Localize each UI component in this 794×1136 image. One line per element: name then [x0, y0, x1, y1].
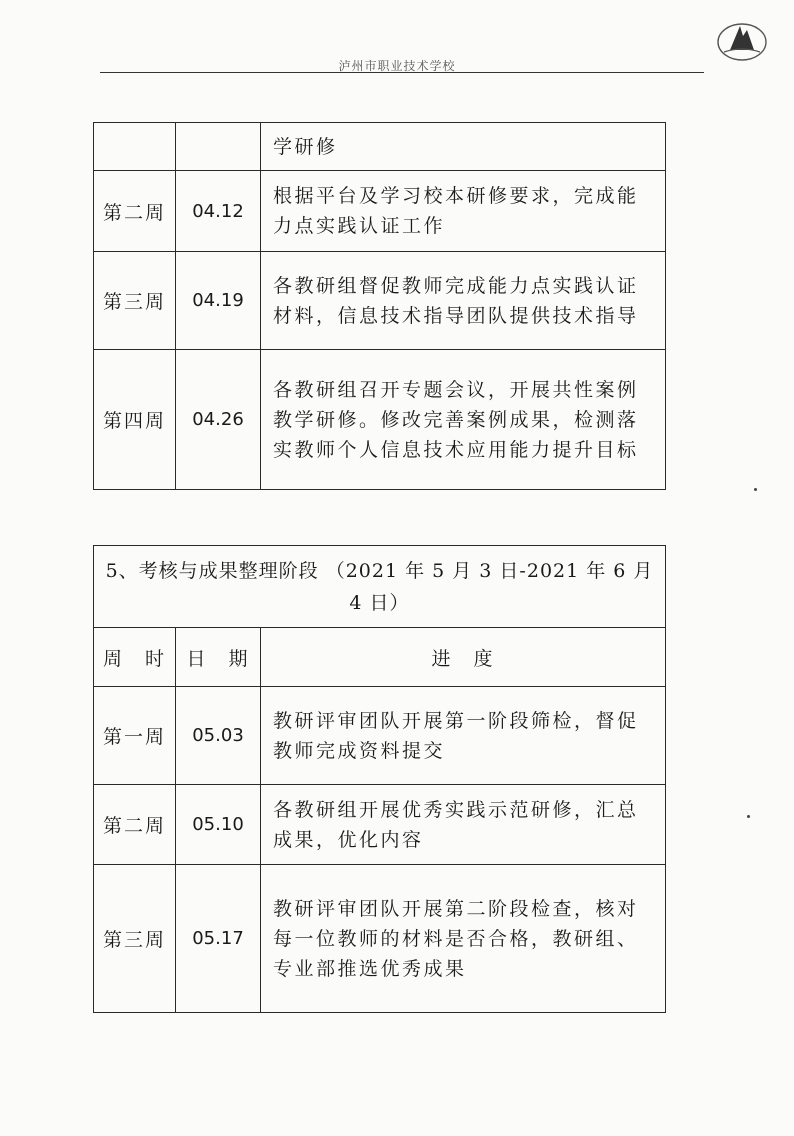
date-cell: 04.19 — [176, 252, 261, 350]
date-cell: 04.26 — [176, 350, 261, 490]
progress-cell: 各教研组召开专题会议，开展共性案例教学研修。修改完善案例成果，检测落实教师个人信息技术应用能力提升目标 — [261, 350, 666, 490]
date-cell: 05.03 — [176, 687, 261, 785]
table-row — [94, 123, 666, 171]
progress-cell: 各教研组开展优秀实践示范研修，汇总成果，优化内容 — [261, 785, 666, 865]
progress-cell: 教研评审团队开展第二阶段检查，核对每一位教师的材料是否合格，教研组、专业部推选优秀成果 — [261, 865, 666, 1013]
week-cell: 第二周 — [94, 785, 176, 865]
assessment-stage-table — [93, 545, 666, 1013]
week-cell: 第三周 — [94, 252, 176, 350]
table-row — [94, 350, 666, 490]
week-cell: 第一周 — [94, 687, 176, 785]
table-row — [94, 687, 666, 785]
table-row — [94, 785, 666, 865]
table-header-row — [94, 628, 666, 687]
progress-cell: 各教研组督促教师完成能力点实践认证材料，信息技术指导团队提供技术指导 — [261, 252, 666, 350]
section-title: 5、考核与成果整理阶段 （2021 年 5 月 3 日-2021 年 6 月 4 日） — [105, 559, 654, 614]
table-row — [94, 171, 666, 252]
week-cell: 第三周 — [94, 865, 176, 1013]
date-cell: 04.12 — [176, 171, 261, 252]
header-divider — [100, 72, 704, 73]
progress-cell: 教研评审团队开展第一阶段筛检，督促教师完成资料提交 — [261, 687, 666, 785]
scan-speck — [754, 488, 757, 491]
date-cell: 05.17 — [176, 865, 261, 1013]
section-title-cell — [94, 546, 666, 628]
date-cell — [176, 123, 261, 171]
section-title-row — [94, 546, 666, 628]
week-cell — [94, 123, 176, 171]
header-progress: 进 度 — [261, 628, 666, 687]
week-cell: 第二周 — [94, 171, 176, 252]
table-row — [94, 865, 666, 1013]
scan-speck — [747, 815, 750, 818]
table-row — [94, 252, 666, 350]
schedule-table-continued — [93, 122, 666, 490]
school-logo-icon — [716, 14, 768, 66]
progress-cell: 根据平台及学习校本研修要求，完成能力点实践认证工作 — [261, 171, 666, 252]
week-cell: 第四周 — [94, 350, 176, 490]
progress-cell: 学研修 — [261, 123, 666, 171]
header-date: 日 期 — [176, 628, 261, 687]
header-week: 周 时 — [94, 628, 176, 687]
date-cell: 05.10 — [176, 785, 261, 865]
page-header-school-name: 泸州市职业技术学校 — [338, 59, 456, 73]
